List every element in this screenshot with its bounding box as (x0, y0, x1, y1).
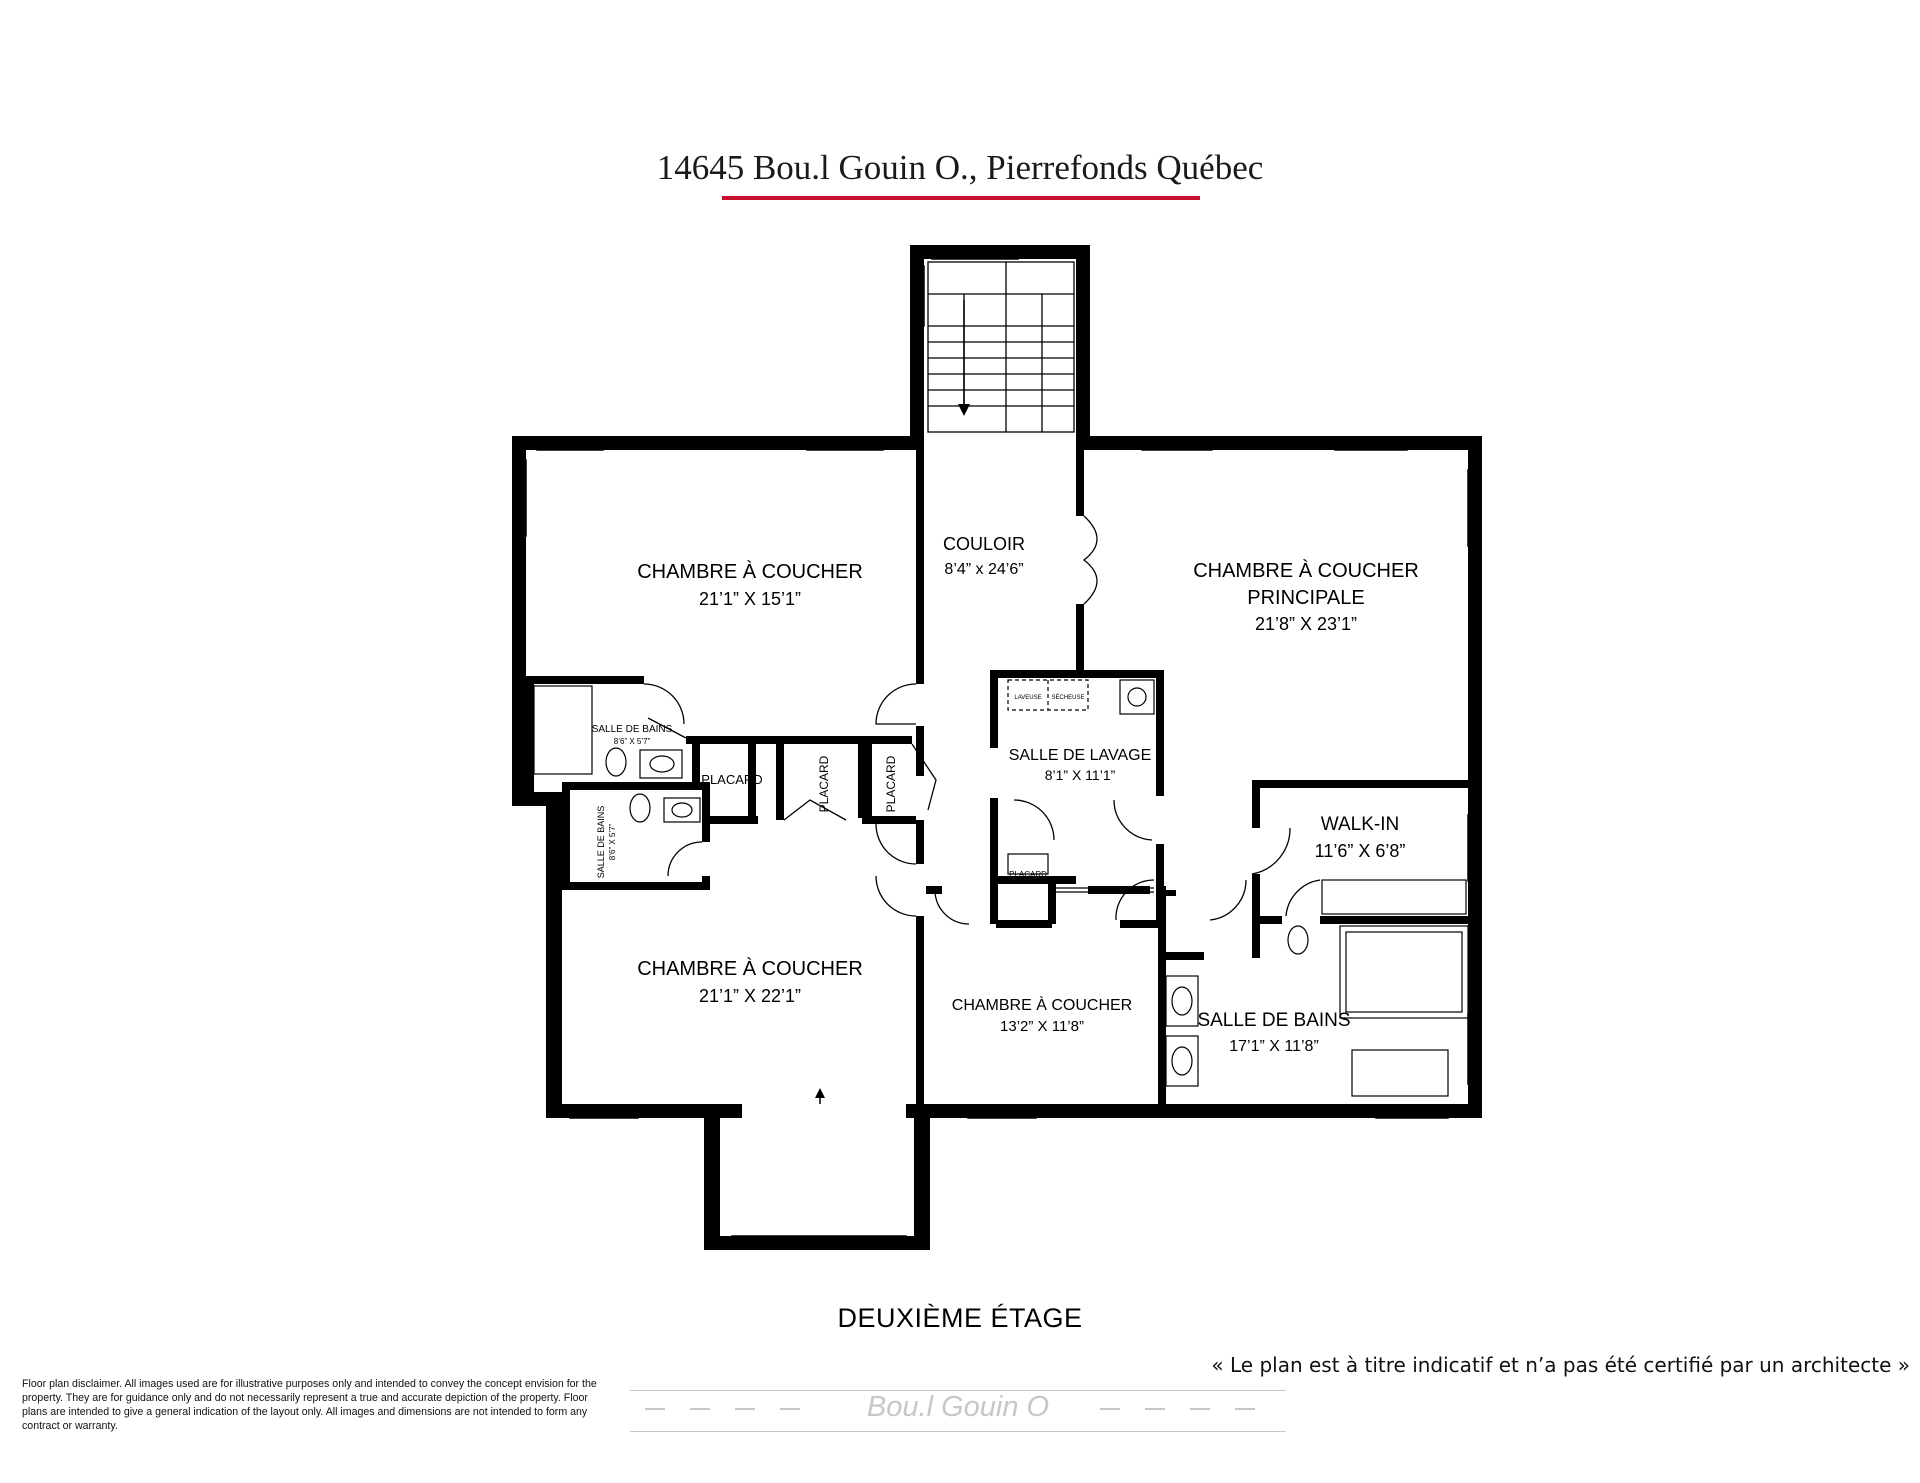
floor-label: DEUXIÈME ÉTAGE (837, 1303, 1083, 1333)
placard2-label: PLACARD (817, 755, 831, 813)
sink-icon (1166, 976, 1198, 1026)
walkin-dims: 11’6” X 6’8” (1314, 841, 1406, 861)
bath3-name: SALLE DE BAINS (1197, 1010, 1351, 1031)
shower-icon (534, 686, 592, 774)
bedroom3-dims: 13’2” X 11’8” (1000, 1018, 1084, 1035)
vanity-icon (640, 750, 682, 778)
hall-name: COULOIR (942, 534, 1026, 554)
bath1-dims: 8’6” X 5’7” (613, 737, 651, 746)
dryer-label: SÉCHEUSE (1051, 695, 1085, 701)
toilet-icon (606, 748, 626, 776)
master-name-line1: CHAMBRE À COUCHER (1193, 560, 1419, 582)
bath1-name: SALLE DE BAINS (591, 724, 673, 735)
placard4-label: PLACARD (1009, 870, 1047, 879)
bench-icon (1352, 1050, 1448, 1096)
floor-plan-disclaimer: Floor plan disclaimer. All images used are for illustrative purposes only and intended to convey the concept envision for the property. They are for guidance only and do not necessarily represent a true and accurate depiction of the property. Floor plans are intended to give a general indication of the layout only. All images and dimensions are not intended to form any contract or warranty. (22, 1378, 597, 1432)
master-dims: 21’8” X 23’1” (1254, 614, 1358, 634)
bathtub-icon (1340, 926, 1468, 1018)
placard3-label: PLACARD (884, 755, 898, 813)
bath3-dims: 17’1” X 11’8” (1229, 1038, 1319, 1055)
bedroom3-name: CHAMBRE À COUCHER (951, 997, 1133, 1014)
sink-icon (1166, 1036, 1198, 1086)
bedroom1-name: CHAMBRE À COUCHER (637, 561, 863, 583)
vanity-icon (664, 798, 700, 822)
bedroom2-dims: 21’1” X 22’1” (698, 986, 802, 1006)
laundry-sink-icon (1120, 680, 1154, 714)
stairs (928, 262, 1074, 432)
entry-arrow-icon (815, 1088, 825, 1104)
bath2-dims: 8’6” X 5’7” (608, 823, 617, 861)
laundry-name: SALLE DE LAVAGE (1008, 747, 1152, 764)
closet-shelf-icon (1322, 880, 1466, 914)
laundry-dims: 8’1” X 11’1” (1044, 767, 1116, 783)
placard1-label: PLACARD (701, 772, 763, 787)
master-name-line2: PRINCIPALE (1247, 587, 1365, 609)
street-edge-bottom (630, 1431, 1286, 1432)
architect-note: « Le plan est à titre indicatif et n’a pas été certifié par un architecte » (1211, 1353, 1910, 1377)
walkin-name: WALK-IN (1320, 814, 1400, 835)
street-name: Bou.l Gouin O (866, 1391, 1050, 1423)
toilet-icon (1288, 926, 1308, 954)
bedroom1-dims: 21’1” X 15’1” (698, 589, 802, 609)
bath2-name: SALLE DE BAINS (596, 805, 606, 879)
hall-dims: 8’4” x 24’6” (944, 561, 1024, 578)
page-title: 14645 Bou.l Gouin O., Pierrefonds Québec (656, 148, 1264, 187)
bedroom2-name: CHAMBRE À COUCHER (637, 958, 863, 980)
toilet-icon (630, 794, 650, 822)
washer-label: LAVEUSE (1014, 695, 1042, 701)
